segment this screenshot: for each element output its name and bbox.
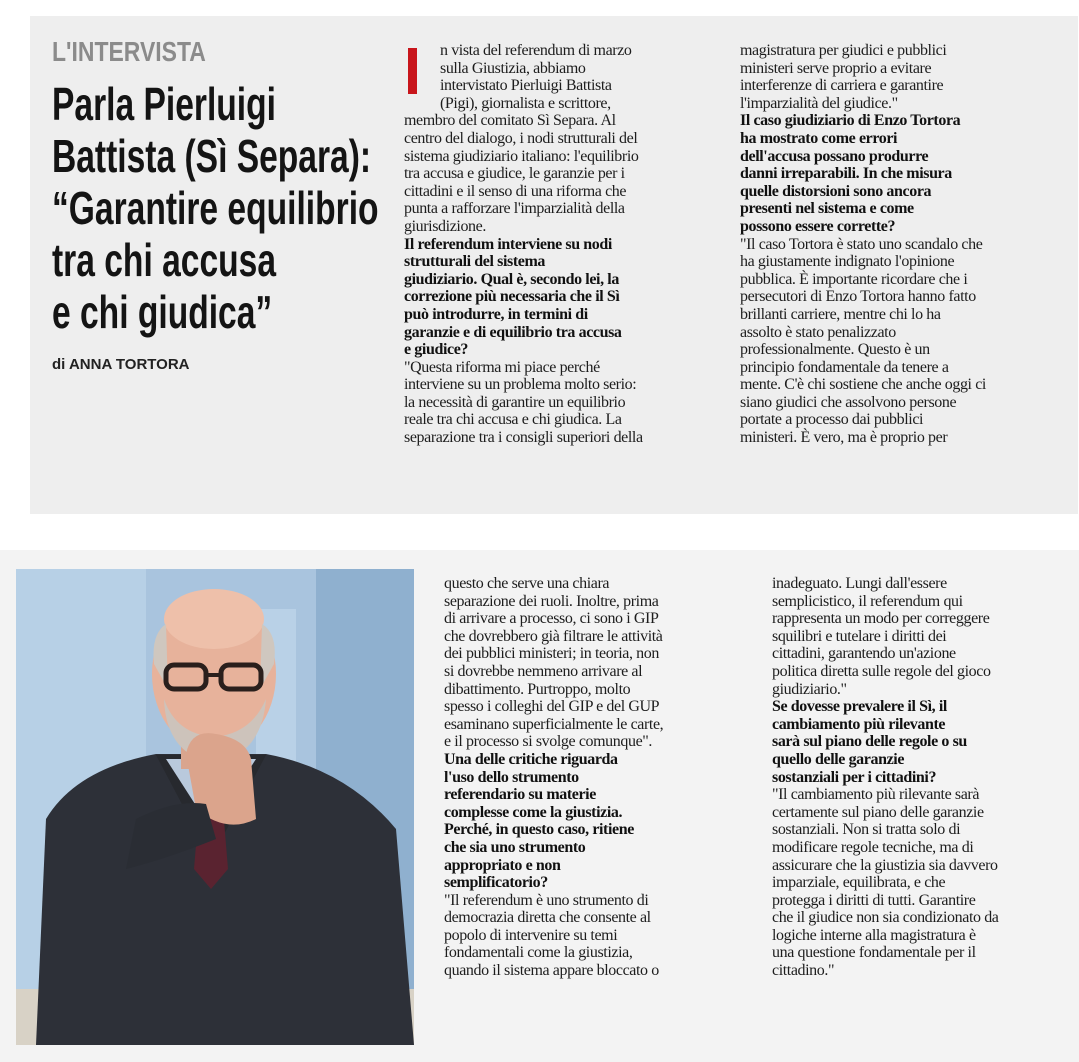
text-line: garanzie e di equilibrio tra accusa [404, 323, 622, 341]
text-line: Il caso giudiziario di Enzo Tortora [740, 112, 961, 130]
text-line: si dovrebbe nemmeno arrivare al [444, 662, 643, 680]
text-line: persecutori di Enzo Tortora hanno fatto [740, 288, 976, 306]
text-line: mente. C'è chi sostiene che anche oggi ci [740, 376, 986, 394]
text-line: quelle distorsioni sono ancora [740, 182, 932, 200]
text-line: democrazia diretta che consente al [444, 909, 651, 927]
body-paragraph [772, 786, 1072, 980]
body-paragraph [740, 42, 1040, 112]
text-line: Il referendum interviene su nodi [404, 235, 612, 253]
text-line: e giudice? [404, 341, 468, 359]
text-line: assicurare che la giustizia sia davvero [772, 856, 998, 874]
text-line: popolo di intervenire su temi [444, 926, 618, 944]
text-line: correzione più necessaria che il Sì [404, 288, 620, 306]
text-line: che dovrebbero già filtrare le attività [444, 627, 663, 645]
text-line: separazione tra i consigli superiori della [404, 429, 643, 447]
text-line: interviene su un problema molto serio: [404, 376, 637, 394]
text-line: dell'accusa possano produrre [740, 147, 929, 165]
text-line: cambiamento più rilevante [772, 715, 946, 733]
text-line: presenti nel sistema e come [740, 200, 914, 218]
text-line: assolto è stato penalizzato [740, 323, 896, 341]
text-line: possono essere corrette? [740, 217, 896, 235]
portrait-photo [16, 569, 414, 1045]
text-line: Perché, in questo caso, ritiene [444, 821, 634, 839]
text-line: quello delle garanzie [772, 750, 905, 768]
headline-line: e chi giudica” [52, 286, 273, 338]
text-line: (Pigi), giornalista e scrittore, [440, 94, 611, 112]
text-line: dibattimento. Purtroppo, molto [444, 680, 631, 698]
text-line: centro del dialogo, i nodi strutturali del [404, 129, 638, 147]
headline-line: Parla Pierluigi [52, 78, 276, 130]
headline-line: “Garantire equilibrio [52, 182, 379, 234]
text-line: giudiziario." [772, 680, 847, 698]
byline: di ANNA TORTORA [52, 356, 190, 373]
text-line: ha mostrato come errori [740, 129, 898, 147]
text-line: giudiziario. Qual è, secondo lei, la [404, 270, 619, 288]
text-column-4 [772, 575, 1072, 980]
text-line: la necessità di garantire un equilibrio [404, 393, 626, 411]
body-paragraph [772, 575, 1072, 698]
text-line: tra accusa e giudice, le garanzie per i [404, 165, 625, 183]
text-line: dei pubblici ministeri; in teoria, non [444, 645, 659, 663]
text-line: Se dovesse prevalere il Sì, il [772, 698, 947, 716]
text-line: "Il referendum è uno strumento di [444, 891, 649, 909]
text-line: modificare regole tecniche, ma di [772, 838, 974, 856]
text-line: reale tra chi accusa e chi giudica. La [404, 411, 622, 429]
text-line: appropriato e non [444, 856, 561, 874]
text-line: Una delle critiche riguarda [444, 750, 618, 768]
text-line: fondamentali come la giustizia, [444, 944, 633, 962]
text-line: "Il cambiamento più rilevante sarà [772, 786, 980, 804]
body-paragraph [404, 42, 704, 112]
text-line: esaminano superficialmente le carte, [444, 715, 664, 733]
text-line: politica diretta sulle regole del gioco [772, 662, 991, 680]
text-line: cittadini e il senso di una riforma che [404, 182, 627, 200]
text-line: giurisdizione. [404, 217, 486, 235]
text-line: intervistato Pierluigi Battista [440, 77, 612, 95]
text-line: spesso i colleghi del GIP e del GUP [444, 698, 660, 716]
text-line: n vista del referendum di marzo [440, 42, 632, 59]
text-line: cittadini, garantendo un'azione [772, 645, 956, 663]
headline [52, 78, 379, 338]
text-line: ministeri serve proprio a evitare [740, 59, 932, 77]
text-line: certamente sul piano delle garanzie [772, 803, 984, 821]
text-line: referendario su materie [444, 786, 596, 804]
text-line: sistema giudiziario italiano: l'equilibrio [404, 147, 639, 165]
text-line: cittadino." [772, 962, 835, 980]
text-line: rappresenta un modo per correggere [772, 610, 990, 628]
text-line: magistratura per giudici e pubblici [740, 42, 947, 59]
text-column-2 [740, 42, 1040, 447]
interview-question [772, 698, 1072, 786]
text-line: protegga i diritti di tutti. Garantire [772, 891, 976, 909]
text-line: separazione dei ruoli. Inoltre, prima [444, 592, 659, 610]
body-paragraph [740, 236, 1040, 447]
text-line: brillanti carriere, mentre chi lo ha [740, 305, 941, 323]
text-line: può introdurre, in termini di [404, 305, 588, 323]
text-line: una questione fondamentale per il [772, 944, 976, 962]
text-line: l'imparzialità del giudice." [740, 94, 898, 112]
text-line: che il giudice non sia condizionato da [772, 909, 999, 927]
text-line: principio fondamentale da tenere a [740, 358, 949, 376]
headline-line: Battista (Sì Separa): [52, 130, 372, 182]
text-line: ha giustamente indignato l'opinione [740, 253, 955, 271]
interview-question [444, 751, 744, 892]
text-line: ministeri. È vero, ma è proprio per [740, 429, 948, 447]
text-line: "Il caso Tortora è stato uno scandalo che [740, 235, 983, 253]
text-line: sostanziali. Non si tratta solo di [772, 821, 961, 839]
text-line: sarà sul piano delle regole o su [772, 733, 967, 751]
text-line: di arrivare a processo, ci sono i GIP [444, 610, 659, 628]
text-column-1 [404, 42, 704, 447]
body-paragraph [444, 892, 744, 980]
text-line: e il processo si svolge comunque". [444, 733, 653, 751]
text-line: portate a processo dai pubblici [740, 411, 924, 429]
body-paragraph [404, 359, 704, 447]
text-line: inadeguato. Lungi dall'essere [772, 575, 947, 592]
text-line: semplicistico, il referendum qui [772, 592, 963, 610]
text-line: imparziale, equilibrata, e che [772, 874, 946, 892]
text-line: questo che serve una chiara [444, 575, 610, 592]
text-line: sostanziali per i cittadini? [772, 768, 937, 786]
text-line: quando il sistema appare bloccato o [444, 962, 659, 980]
text-line: pubblica. È importante ricordare che i [740, 270, 968, 288]
text-line: sulla Giustizia, abbiamo [440, 59, 586, 77]
text-line: squilibri e tutelare i diritti dei [772, 627, 947, 645]
body-paragraph [404, 112, 704, 235]
text-line: complesse come la giustizia. [444, 803, 623, 821]
text-line: membro del comitato Sì Separa. Al [404, 112, 616, 130]
headline-line: tra chi accusa [52, 234, 276, 286]
text-line: semplificatorio? [444, 874, 548, 892]
body-paragraph [444, 575, 744, 751]
text-line: logiche interne alla magistratura è [772, 926, 976, 944]
text-column-3 [444, 575, 744, 980]
text-line: interferenze di carriera e garantire [740, 77, 944, 95]
text-line: che sia uno strumento [444, 838, 586, 856]
text-line: strutturali del sistema [404, 253, 546, 271]
text-line: punta a rafforzare l'imparzialità della [404, 200, 625, 218]
interview-question [404, 236, 704, 359]
text-line: siano giudici che assolvono persone [740, 393, 957, 411]
text-line: l'uso dello strumento [444, 768, 579, 786]
portrait-illustration [16, 569, 414, 1045]
text-line: "Questa riforma mi piace perché [404, 358, 600, 376]
text-line: professionalmente. Questo è un [740, 341, 930, 359]
interview-question [740, 112, 1040, 235]
section-kicker: L'INTERVISTA [52, 36, 206, 67]
text-line: danni irreparabili. In che misura [740, 165, 952, 183]
